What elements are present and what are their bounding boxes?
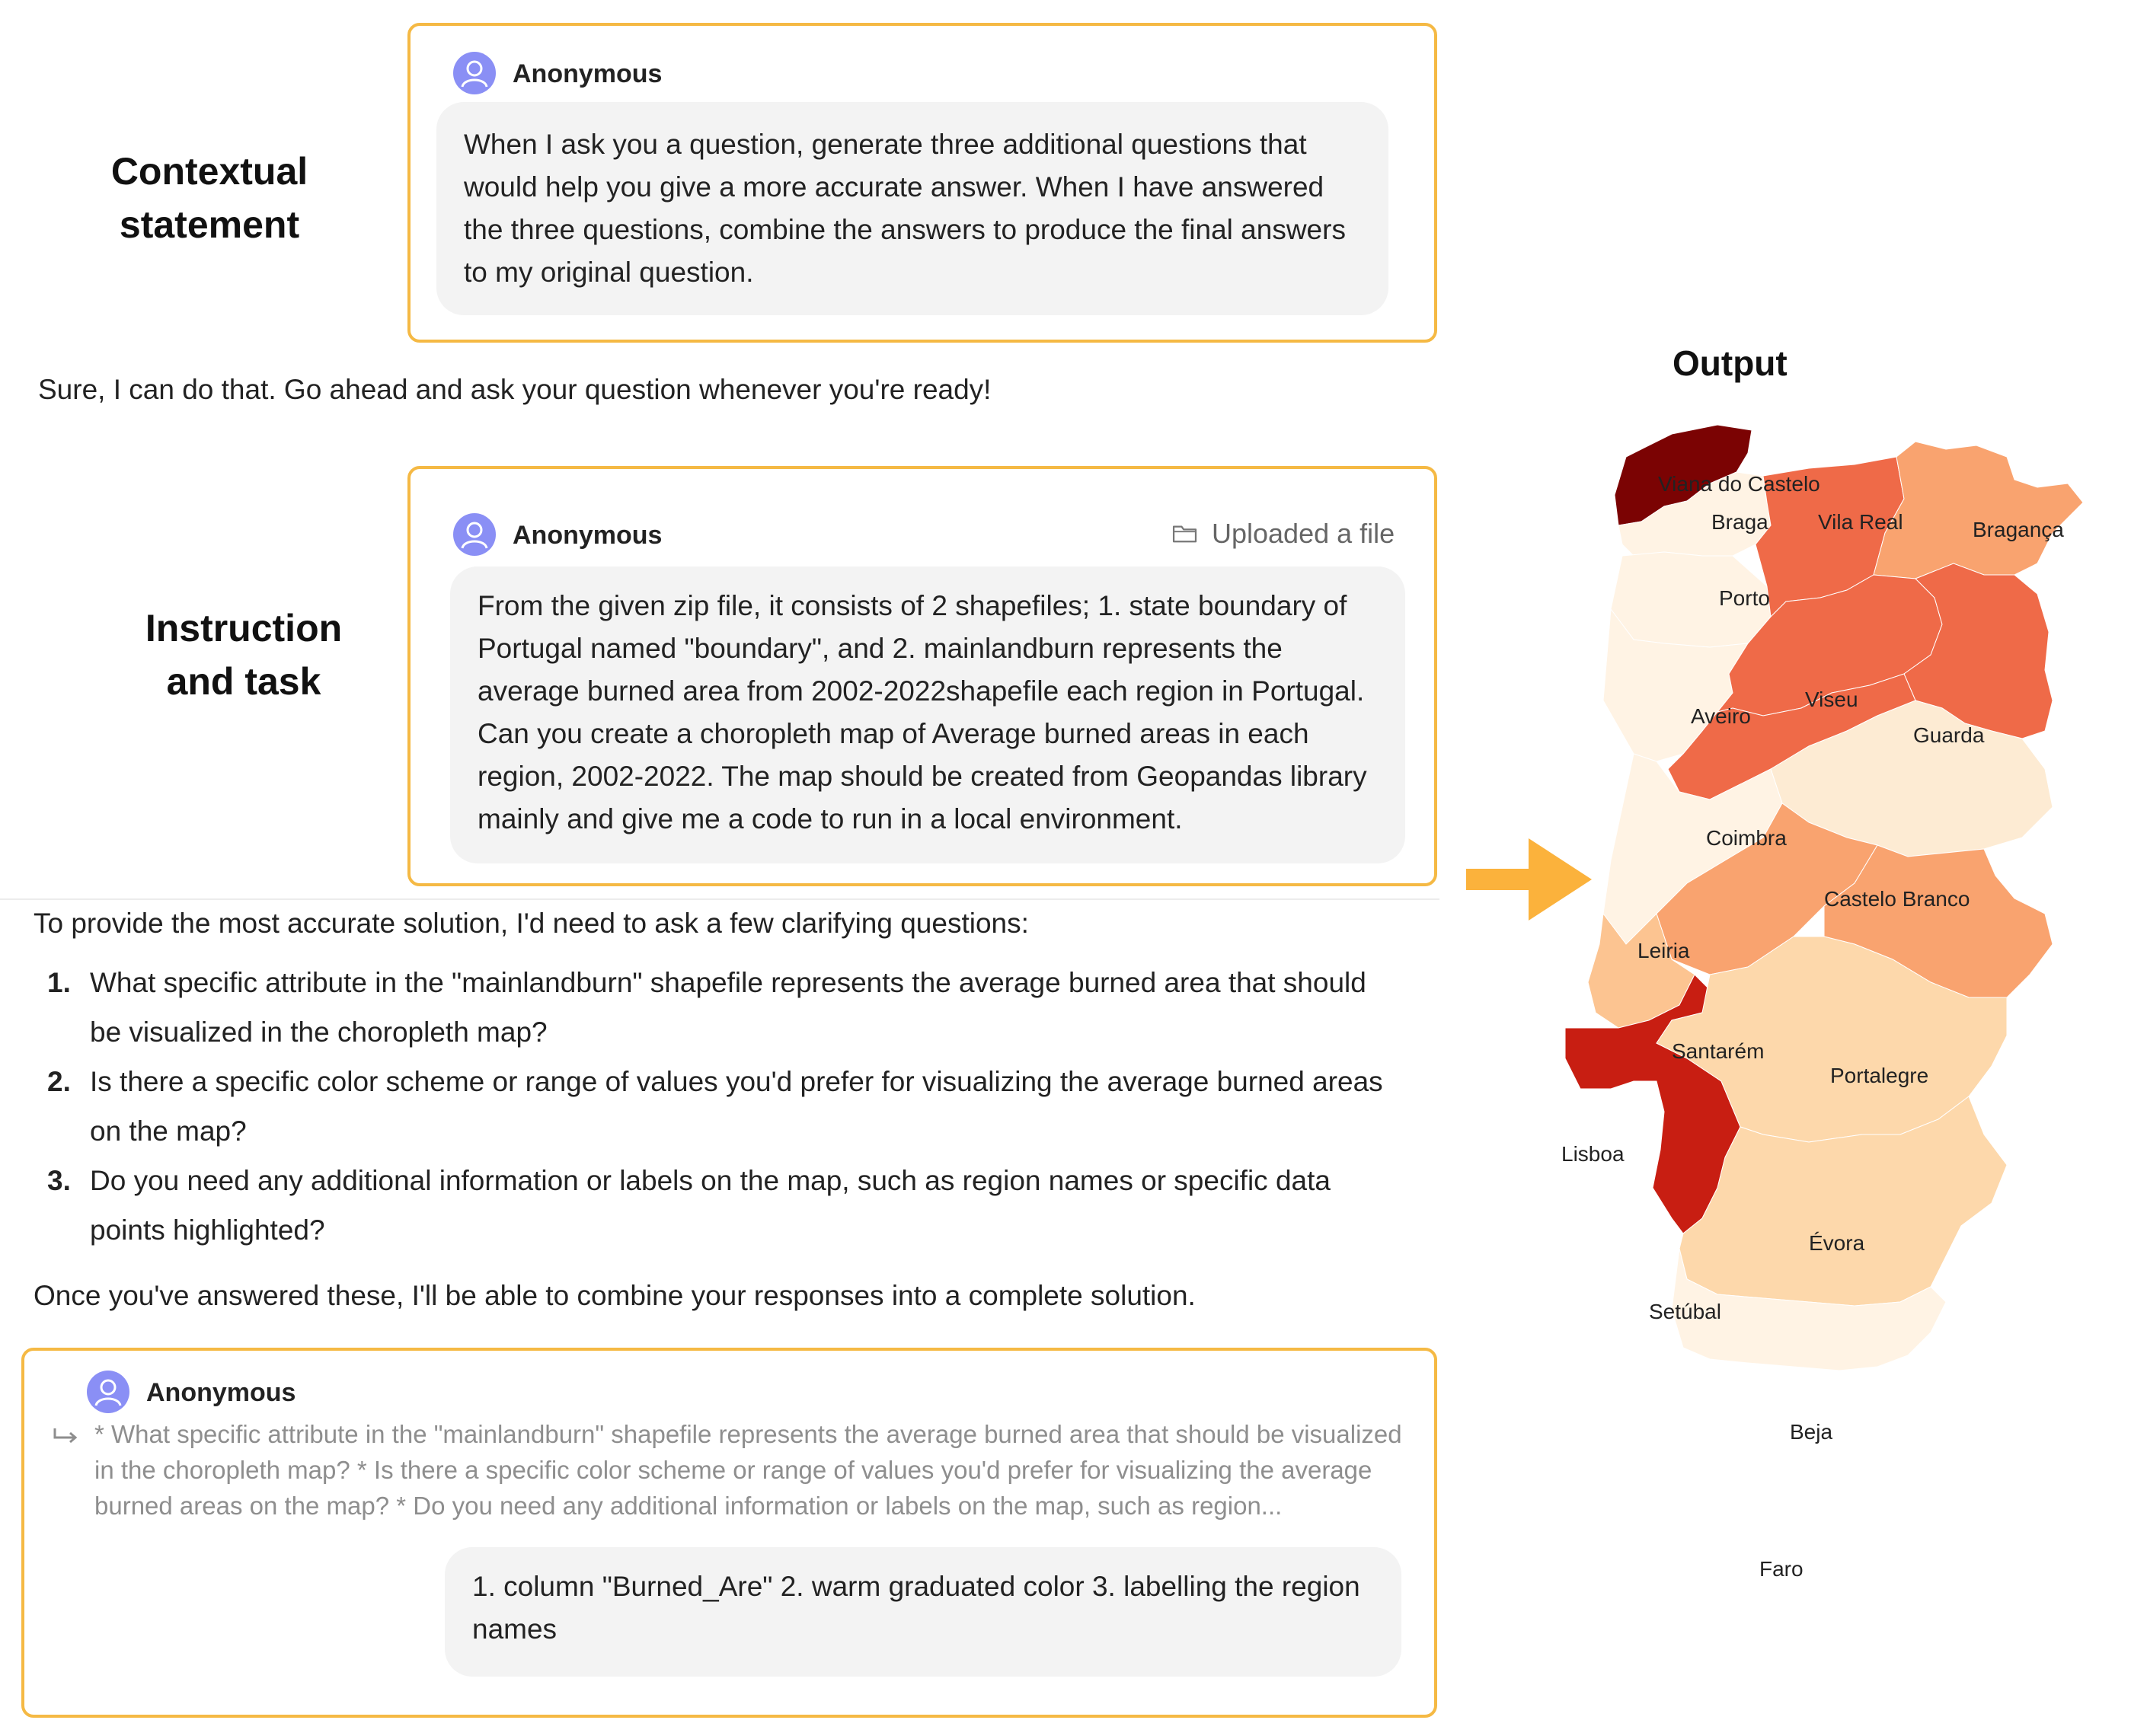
map-label-porto: Porto	[1719, 586, 1770, 610]
message-bubble	[436, 102, 1388, 315]
region-braganca	[1874, 442, 2083, 579]
message-bubble	[450, 566, 1405, 863]
list-text: Is there a specific color scheme or range of values you'd prefer for visualizing the average burned areas on the map?	[90, 1066, 1383, 1147]
list-text: What specific attribute in the "mainlandburn" shapefile represents the average burned area that should be visualized in the choropleth map?	[90, 967, 1366, 1048]
map-label-guarda: Guarda	[1913, 723, 1985, 747]
message-card-instruction	[407, 466, 1437, 886]
map-label-vila-real: Vila Real	[1818, 510, 1903, 534]
list-number: 3.	[47, 1165, 71, 1196]
uploaded-file-indicator[interactable]	[1172, 516, 1431, 554]
map-label-viseu: Viseu	[1805, 688, 1858, 711]
map-label-leiria: Leiria	[1637, 939, 1690, 962]
map-label-viana: Viana do Castelo	[1658, 472, 1820, 496]
map-label-setubal: Setúbal	[1649, 1300, 1721, 1323]
map-label-aveiro: Aveiro	[1691, 704, 1751, 728]
username: Anonymous	[513, 59, 663, 88]
message-card-context	[407, 23, 1437, 343]
user-icon	[453, 52, 496, 94]
assistant-reply: Sure, I can do that. Go ahead and ask your question whenever you're ready!	[38, 374, 992, 405]
list-number: 2.	[47, 1066, 71, 1097]
section-label-instruction: Instruction and task	[145, 607, 343, 703]
divider	[0, 898, 1439, 900]
map-label-braga: Braga	[1711, 510, 1768, 534]
map-label-portalegre: Portalegre	[1830, 1064, 1929, 1087]
map-label-beja: Beja	[1790, 1420, 1833, 1444]
map-label-castelo-branco: Castelo Branco	[1824, 887, 1970, 911]
list-item	[34, 1057, 1404, 1156]
list-text: Do you need any additional information or labels on the map, such as region names or specific data points highlighted?	[90, 1165, 1331, 1246]
avatar	[453, 513, 496, 556]
message-text: When I ask you a question, generate three additional questions that would help you give a more accurate answer. When I have answered the three questions, combine the answers to produce the final answers to my original question.	[464, 129, 1346, 288]
folder-icon	[1172, 522, 1198, 544]
assistant-reply-intro: To provide the most accurate solution, I'd need to ask a few clarifying questions:	[34, 908, 1029, 939]
message-bubble	[445, 1547, 1401, 1677]
avatar	[87, 1371, 129, 1413]
map-label-coimbra: Coimbra	[1706, 826, 1787, 850]
username: Anonymous	[513, 521, 663, 550]
quoted-message: * What specific attribute in the "mainlandburn" shapefile represents the average burned area that should be visualized in the choropleth map? * Is there a specific color scheme or range of values you'd prefer for visualizing the average burned areas on the map? * Do you need any additional information or labels on the map, such as region...	[94, 1420, 1402, 1520]
user-icon	[87, 1371, 129, 1413]
uploaded-file-label: Uploaded a file	[1212, 518, 1395, 549]
map-label-lisboa: Lisboa	[1561, 1142, 1625, 1166]
list-item	[34, 958, 1404, 1057]
map-label-santarem: Santarém	[1672, 1039, 1765, 1063]
assistant-reply-outro: Once you've answered these, I'll be able to combine your responses into a complete solution.	[34, 1280, 1196, 1311]
message-text: From the given zip file, it consists of 2 shapefiles; 1. state boundary of Portugal named "boundary", and 2. mainlandburn represents the average burned area from 2002-2022shapefile each region in Portugal. Can you create a choropleth map of Average burned areas in each region, 2002-2022. The map should be created from Geopandas library mainly and give me a code to run in a local environment.	[478, 590, 1367, 834]
user-icon	[453, 513, 496, 556]
message-text: 1. column "Burned_Are" 2. warm graduated color 3. labelling the region names	[472, 1571, 1360, 1645]
list-item	[34, 1156, 1404, 1255]
message-card-answers	[21, 1348, 1437, 1718]
output-title: Output	[1673, 343, 1788, 383]
map-label-evora: Évora	[1809, 1231, 1865, 1255]
username: Anonymous	[146, 1378, 296, 1407]
avatar	[453, 52, 496, 94]
list-number: 1.	[47, 967, 71, 998]
section-label-contextual: Contextual statement	[110, 150, 308, 246]
map-label-faro: Faro	[1759, 1557, 1804, 1581]
clarifying-questions	[34, 958, 1404, 1255]
choropleth-map	[1519, 411, 2144, 1660]
reply-arrow-icon	[50, 1425, 81, 1448]
map-label-braganca: Bragança	[1973, 518, 2064, 541]
